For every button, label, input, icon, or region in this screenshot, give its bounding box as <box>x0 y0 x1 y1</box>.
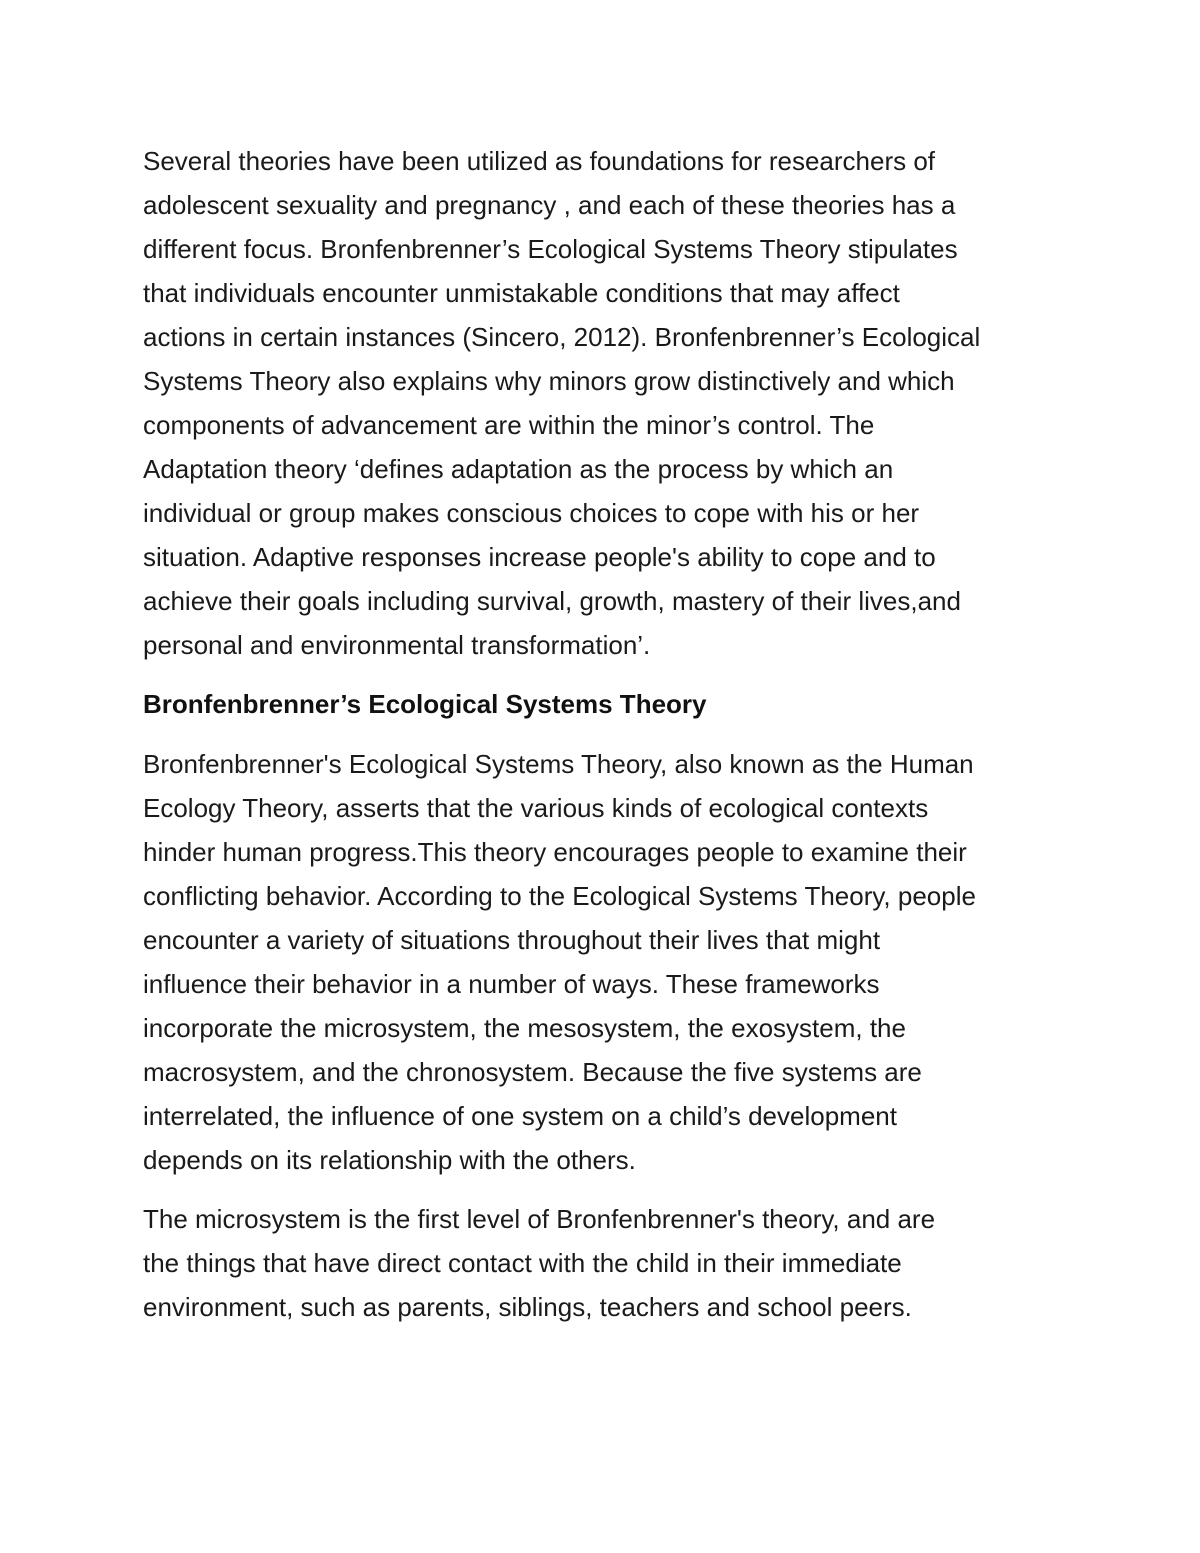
text-line: interrelated, the influence of one system on a child’s development <box>143 1101 897 1131</box>
text-line: incorporate the microsystem, the mesosystem, the exosystem, the <box>143 1013 906 1043</box>
text-line: individual or group makes conscious choices to cope with his or her <box>143 498 920 528</box>
text-line: Adaptation theory ‘defines adaptation as the process by which an <box>143 454 894 484</box>
text-line: achieve their goals including survival, growth, mastery of their lives,and <box>143 586 961 616</box>
text-line: personal and environmental transformation’. <box>143 630 651 660</box>
text-line: components of advancement are within the minor’s control. The <box>143 410 875 440</box>
document-body <box>143 139 1073 1344</box>
text-line: Bronfenbrenner's Ecological Systems Theory, also known as the Human <box>143 749 974 779</box>
section-heading: Bronfenbrenner’s Ecological Systems Theory <box>143 689 707 719</box>
text-line: different focus. Bronfenbrenner’s Ecological Systems Theory stipulates <box>143 234 958 264</box>
text-line: actions in certain instances (Sincero, 2012). Bronfenbrenner’s Ecological <box>143 322 981 352</box>
theory-paragraph <box>143 742 1073 1182</box>
text-line: adolescent sexuality and pregnancy , and each of these theories has a <box>143 190 956 220</box>
intro-paragraph <box>143 139 1073 667</box>
text-line: The microsystem is the first level of Bronfenbrenner's theory, and are <box>143 1204 936 1234</box>
text-line: Ecology Theory, asserts that the various kinds of ecological contexts <box>143 793 929 823</box>
text-line: encounter a variety of situations throughout their lives that might <box>143 925 881 955</box>
text-line: environment, such as parents, siblings, teachers and school peers. <box>143 1292 912 1322</box>
text-line: the things that have direct contact with the child in their immediate <box>143 1248 902 1278</box>
text-line: macrosystem, and the chronosystem. Because the five systems are <box>143 1057 922 1087</box>
text-line: hinder human progress.This theory encourages people to examine their <box>143 837 967 867</box>
text-line: situation. Adaptive responses increase people's ability to cope and to <box>143 542 936 572</box>
text-line: Systems Theory also explains why minors grow distinctively and which <box>143 366 955 396</box>
text-line: depends on its relationship with the others. <box>143 1145 636 1175</box>
microsystem-paragraph <box>143 1197 1073 1329</box>
text-line: Several theories have been utilized as foundations for researchers of <box>143 146 936 176</box>
text-line: influence their behavior in a number of ways. These frameworks <box>143 969 880 999</box>
text-line: conflicting behavior. According to the Ecological Systems Theory, people <box>143 881 976 911</box>
text-line: that individuals encounter unmistakable conditions that may affect <box>143 278 900 308</box>
